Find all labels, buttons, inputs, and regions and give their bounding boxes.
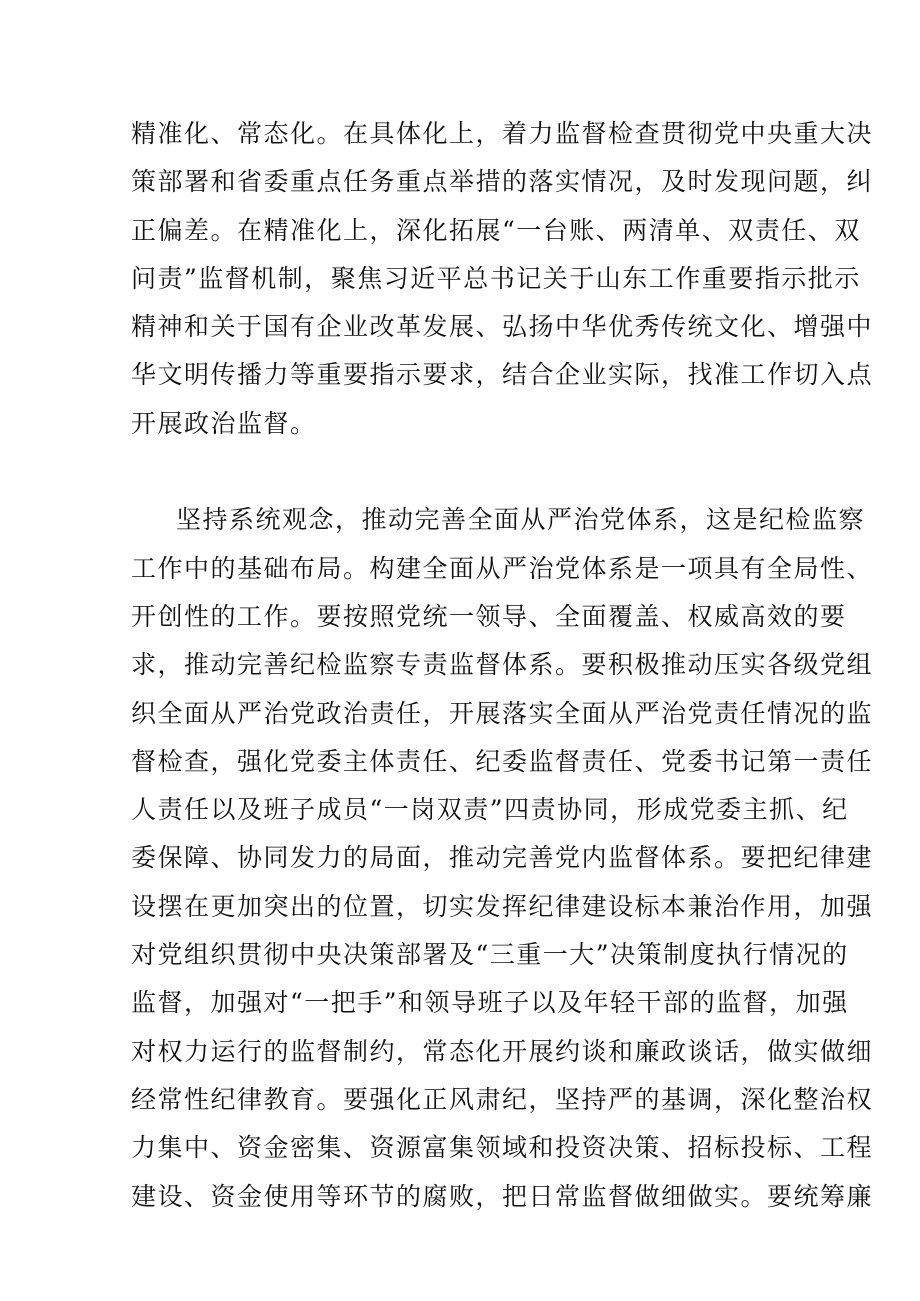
document-body — [131, 110, 874, 1221]
paragraph-line: 监督，加强对“一把手”和领导班子以及年轻干部的监督，加强 — [131, 988, 849, 1018]
paragraph-line: 精准化、常态化。在具体化上，着力监督检查贯彻党中央重大决 — [131, 119, 874, 148]
paragraph-line: 督检查，强化党委主体责任、纪委监督责任、党委书记第一责任 — [131, 746, 874, 776]
paragraph-line: 求，推动完善纪检监察专责监督体系。要积极推动压实各级党组 — [131, 650, 874, 680]
paragraph-line: 委保障、协同发力的局面，推动完善党内监督体系。要把纪律建 — [131, 843, 874, 873]
paragraph-line: 经常性纪律教育。要强化正风肃纪，坚持严的基调，深化整治权 — [131, 1084, 874, 1114]
paragraph-line: 策部署和省委重点任务重点举措的落实情况，及时发现问题，纠 — [131, 167, 874, 197]
paragraph-line: 正偏差。在精准化上，深化拓展“一台账、两清单、双责任、双 — [131, 215, 861, 245]
paragraph-line: 建设、资金使用等环节的腐败，把日常监督做细做实。要统筹廉 — [131, 1181, 874, 1211]
paragraph-line: 开展政治监督。 — [131, 408, 317, 438]
paragraph-line: 织全面从严治党政治责任，开展落实全面从严治党责任情况的监 — [131, 698, 874, 728]
paragraph-line: 对权力运行的监督制约，常态化开展约谈和廉政谈话，做实做细 — [131, 1036, 874, 1066]
paragraph-line: 工作中的基础布局。构建全面从严治党体系是一项具有全局性、 — [131, 553, 874, 583]
paragraph-line: 人责任以及班子成员“一岗双责”四责协同，形成党委主抓、纪 — [131, 795, 849, 825]
paragraph-line: 对党组织贯彻中央决策部署及“三重一大”决策制度执行情况的 — [131, 940, 849, 970]
paragraph-line: 华文明传播力等重要指示要求，结合企业实际，找准工作切入点 — [131, 360, 874, 390]
paragraph-line: 设摆在更加突出的位置，切实发挥纪律建设标本兼治作用，加强 — [131, 891, 874, 921]
paragraph-line: 精神和关于国有企业改革发展、弘扬中华优秀传统文化、增强中 — [131, 312, 874, 342]
paragraph-2 — [131, 496, 874, 1220]
paragraph-line: 开创性的工作。要按照党统一领导、全面覆盖、权威高效的要 — [131, 601, 847, 631]
paragraph-spacer — [131, 448, 791, 496]
paragraph-1 — [131, 110, 874, 448]
paragraph-line: 问责”监督机制，聚焦习近平总书记关于山东工作重要指示批示 — [131, 263, 861, 293]
paragraph-line: 坚持系统观念，推动完善全面从严治党体系，这是纪检监察 — [176, 505, 866, 535]
paragraph-line: 力集中、资金密集、资源富集领域和投资决策、招标投标、工程 — [131, 1133, 874, 1163]
